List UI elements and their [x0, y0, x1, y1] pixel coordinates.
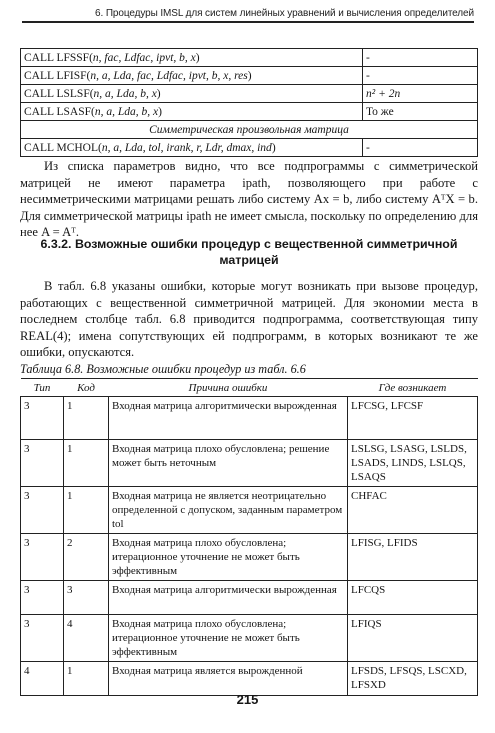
ops-cell: -: [363, 49, 478, 67]
table-row: [21, 581, 478, 615]
cell-type: 3: [21, 397, 64, 440]
header-code: Код: [64, 379, 109, 397]
cell-cause: Входная матрица плохо обусловлена; решение может быть неточным: [109, 440, 348, 487]
call-args: n, a, Lda, b, x: [93, 87, 157, 100]
call-cell: [21, 85, 363, 103]
call-args: n, a, Lda, fac, Ldfac, ipvt, b, x, res: [90, 69, 248, 82]
table-row: [21, 103, 478, 121]
table-row: [21, 615, 478, 662]
table-row: [21, 397, 478, 440]
call-close: ): [271, 141, 276, 154]
paragraph-params: Из списка параметров видно, что все подпрограммы с симметрической матрицей не имеют параметра ipath, позволяющего при работе с несимметрическими матрицами решать либо систему Ax = b, либо систему AᵀX = b. Для симметрической матрицы ipath не имеет смысла, поскольку по определению для нее A = Aᵀ.: [20, 159, 478, 240]
ops-cell: То же: [363, 103, 478, 121]
table-caption: Таблица 6.8. Возможные ошибки процедур из табл. 6.6: [20, 362, 306, 376]
errors-table: [20, 378, 478, 696]
cell-code: 2: [64, 534, 109, 581]
cell-type: 3: [21, 487, 64, 534]
table-section-row: [21, 121, 478, 139]
ops-cell: -: [363, 139, 478, 157]
call-close: ): [195, 51, 200, 64]
cell-where: CHFAC: [348, 487, 478, 534]
table-row: [21, 534, 478, 581]
cell-where: LFISG, LFIDS: [348, 534, 478, 581]
call-cell: [21, 49, 363, 67]
table-row: [21, 487, 478, 534]
table-row: [21, 662, 478, 696]
cell-type: 3: [21, 615, 64, 662]
header-cause: Причина ошибки: [109, 379, 348, 397]
cell-type: 4: [21, 662, 64, 696]
cell-cause: Входная матрица алгоритмически вырожденная: [109, 397, 348, 440]
call-close: ): [158, 105, 162, 118]
cell-type: 3: [21, 581, 64, 615]
cell-code: 1: [64, 397, 109, 440]
call-signature-table: [20, 48, 478, 157]
call-args: n, fac, Ldfac, ipvt, b, x: [92, 51, 196, 64]
call-name: CALL LFISF(: [24, 69, 91, 82]
cell-cause: Входная матрица является вырожденной: [109, 662, 348, 696]
page-number: 215: [236, 692, 259, 707]
table-row: [21, 440, 478, 487]
section-heading: 6.3.2. Возможные ошибки процедур с вещественной симметричной матрицей: [40, 237, 458, 267]
call-close: ): [156, 87, 161, 100]
table-row: [21, 49, 478, 67]
cell-type: 3: [21, 534, 64, 581]
cell-where: LFIQS: [348, 615, 478, 662]
call-cell: [21, 139, 363, 157]
ops-cell: -: [363, 67, 478, 85]
cell-where: LFCQS: [348, 581, 478, 615]
header-type: Тип: [21, 379, 64, 397]
call-close: ): [247, 69, 252, 82]
cell-type: 3: [21, 440, 64, 487]
call-cell: [21, 67, 363, 85]
cell-cause: Входная матрица не является неотрицательно определенной с допуском, заданным параметром tol: [109, 487, 348, 534]
cell-where: LFCSG, LFCSF: [348, 397, 478, 440]
call-name: CALL LFSSF(: [24, 51, 93, 64]
section-label: Симметрическая произвольная матрица: [21, 121, 478, 139]
cell-code: 1: [64, 487, 109, 534]
cell-cause: Входная матрица плохо обусловлена; итерационное уточнение не может быть эффективным: [109, 534, 348, 581]
call-name: CALL LSASF(: [24, 105, 95, 118]
cell-code: 4: [64, 615, 109, 662]
cell-code: 3: [64, 581, 109, 615]
table-row: [21, 67, 478, 85]
running-head: 6. Процедуры IMSL для систем линейных уравнений и вычисления определителей: [22, 8, 474, 23]
call-args: n, a, Lda, b, x: [94, 105, 159, 118]
table-row: [21, 139, 478, 157]
ops-cell: n² + 2n: [363, 85, 478, 103]
cell-code: 1: [64, 662, 109, 696]
paragraph-errors: В табл. 6.8 указаны ошибки, которые могут возникать при вызове процедур, работающих с вещественной симметричной матрицей. Для экономии места в последнем столбце табл. 6.8 приводится подпрограмма, соответствующая типу REAL(4); имена сопутствующих ей подпрограмм, в которых возникают те же ошибки, опускаются.: [20, 279, 478, 360]
header-where: Где возникает: [348, 379, 478, 397]
call-args: n, a, Lda, tol, irank, r, Ldr, dmax, ind: [101, 141, 272, 154]
cell-where: LFSDS, LFSQS, LSCXD, LFSXD: [348, 662, 478, 696]
table-row: [21, 85, 478, 103]
call-cell: [21, 103, 363, 121]
cell-cause: Входная матрица плохо обусловлена; итерационное уточнение не может быть эффективным: [109, 615, 348, 662]
table-header-row: [21, 379, 478, 397]
cell-code: 1: [64, 440, 109, 487]
cell-where: LSLSG, LSASG, LSLDS, LSADS, LINDS, LSLQS, LSAQS: [348, 440, 478, 487]
call-name: CALL MCHOL(: [24, 141, 102, 154]
call-name: CALL LSLSF(: [24, 87, 94, 100]
cell-cause: Входная матрица алгоритмически вырожденная: [109, 581, 348, 615]
